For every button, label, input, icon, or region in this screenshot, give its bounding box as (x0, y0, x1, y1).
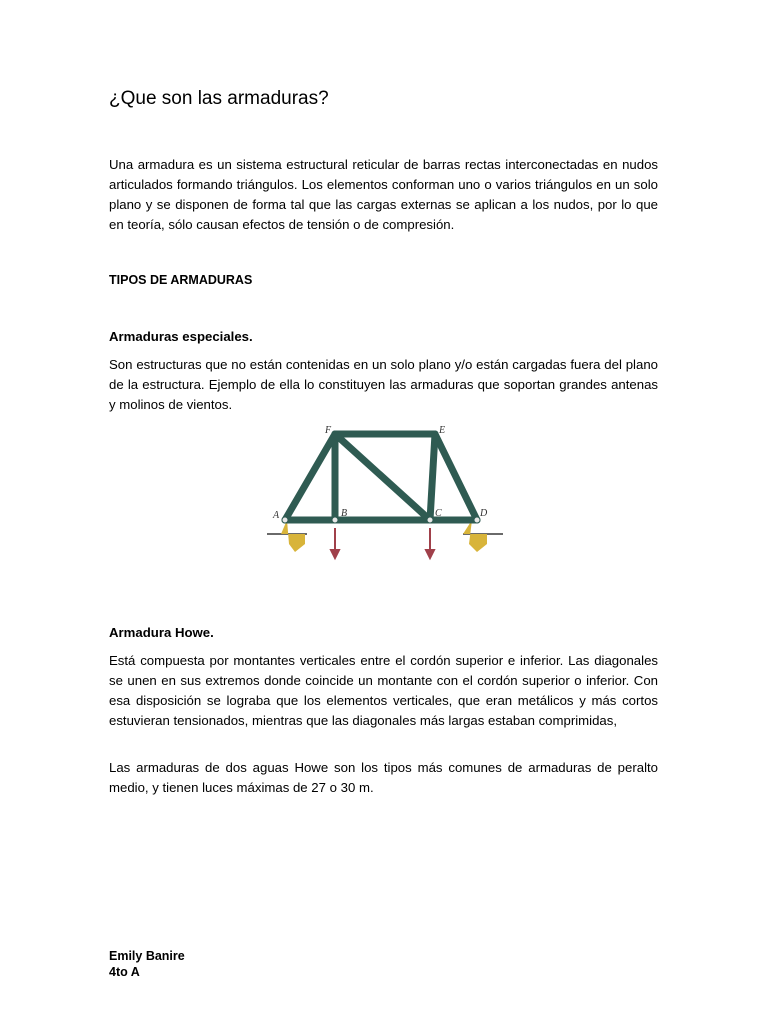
types-heading: TIPOS DE ARMADURAS (109, 273, 253, 287)
node-label-c: C (435, 508, 442, 519)
member-fc (335, 434, 430, 520)
joint-a (282, 517, 288, 523)
joint-b (332, 517, 338, 523)
node-label-d: D (480, 508, 488, 519)
node-label-e: E (439, 425, 446, 436)
support-left (281, 520, 305, 552)
author-name: Emily Banire (109, 949, 185, 963)
load-arrowhead-b (331, 550, 339, 558)
intro-paragraph: Una armadura es un sistema estructural reticular de barras rectas interconectadas en nudos articulados formando triángulos. Los elementos conforman uno o varios triángulos en un solo plano y se disponen de forma tal que las cargas externas se aplican a los nudos, por lo que en teoría, sólo causan efectos de tensión o de compresión. (109, 157, 658, 232)
howe-paragraph-1: Está compuesta por montantes verticales entre el cordón superior e inferior. Las diagonales se unen en sus extremos donde coincide un montante con el cordón superior o inferior. Con esa disposición se lograba que los elementos verticales, que eran metálicos y más cortos estuvieran tensionados, mientras que las diagonales más largas estaban comprimidas, (109, 653, 658, 728)
author-class: 4to A (109, 965, 140, 979)
joint-c (427, 517, 433, 523)
node-label-a: A (273, 510, 280, 521)
howe-heading: Armadura Howe. (109, 625, 214, 640)
load-arrowhead-c (426, 550, 434, 558)
special-trusses-heading: Armaduras especiales. (109, 329, 253, 344)
truss-figure (265, 424, 505, 566)
node-label-b: B (341, 508, 348, 519)
footer-author (109, 948, 185, 980)
howe-paragraph-2: Las armaduras de dos aguas Howe son los tipos más comunes de armaduras de peralto medio, y tienen luces máximas de 27 o 30 m. (109, 760, 658, 795)
support-right (463, 520, 487, 552)
page-title: ¿Que son las armaduras? (109, 88, 329, 109)
special-trusses-paragraph: Son estructuras que no están contenidas en un solo plano y/o están cargadas fuera del plano de la estructura. Ejemplo de ella lo constituyen las armaduras que soportan grandes antenas y molinos de vientos. (109, 357, 658, 412)
node-label-f: F (325, 425, 332, 436)
member-af (285, 434, 335, 520)
